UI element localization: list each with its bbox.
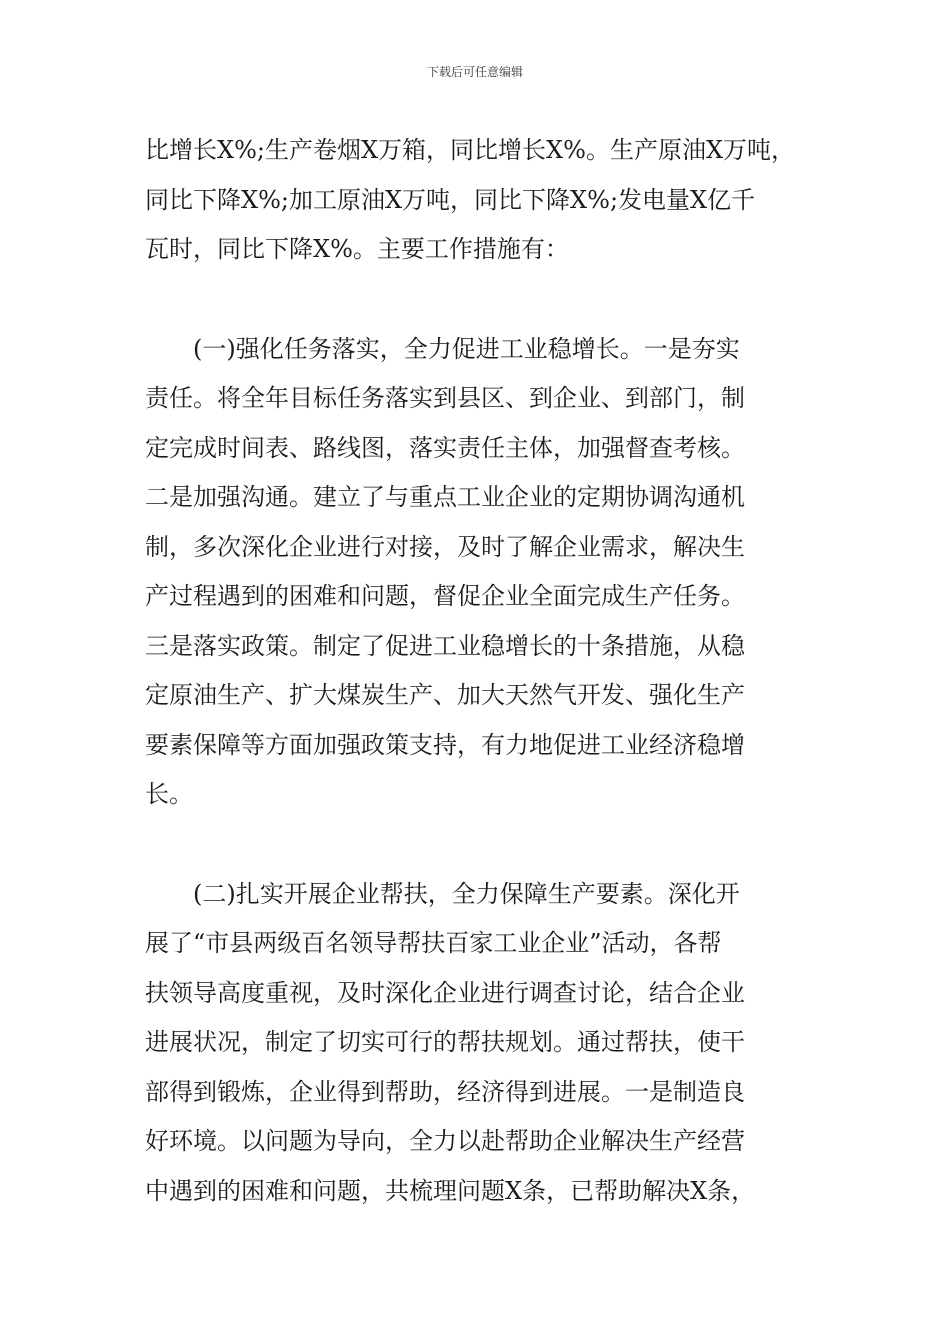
- paragraph-1: [145, 126, 810, 275]
- text-line: 扶领导高度重视，及时深化企业进行调查讨论，结合企业: [145, 978, 745, 1007]
- text-line: 责任。将全年目标任务落实到县区、到企业、到部门，制: [145, 384, 745, 412]
- text-line: (一)强化任务落实，全力促进工业稳增长。一是夯实: [145, 334, 740, 363]
- text-line: 制，多次深化企业进行对接，及时了解企业需求，解决生: [145, 532, 745, 561]
- text-line: 部得到锻炼，企业得到帮助，经济得到进展。一是制造良: [145, 1077, 745, 1106]
- text-line: 定完成时间表、路线图，落实责任主体，加强督查考核。: [145, 433, 745, 462]
- paragraph-3: [145, 870, 810, 1217]
- text-line: (二)扎实开展企业帮扶，全力保障生产要素。深化开: [145, 879, 740, 908]
- text-line: 好环境。以问题为导向，全力以赴帮助企业解决生产经营: [145, 1127, 745, 1155]
- text-line: 比增长X%;生产卷烟X万箱，同比增长X%。生产原油X万吨，: [145, 136, 796, 164]
- text-line: 要素保障等方面加强政策支持，有力地促进工业经济稳增: [145, 730, 745, 759]
- page-header: 下载后可任意编辑: [426, 65, 523, 79]
- text-line: 中遇到的困难和问题，共梳理问题X条，已帮助解决X条，: [145, 1176, 756, 1205]
- text-line: 进展状况，制定了切实可行的帮扶规划。通过帮扶，使干: [145, 1028, 745, 1056]
- text-line: 三是落实政策。制定了促进工业稳增长的十条措施，从稳: [145, 631, 745, 660]
- text-line: 长。: [145, 780, 193, 808]
- text-line: 展了“市县两级百名领导帮扶百家工业企业”活动，各帮: [145, 929, 722, 957]
- paragraph-2: [145, 325, 810, 820]
- paragraph-spacer: [145, 820, 810, 870]
- text-line: 同比下降X%;加工原油X万吨，同比下降X%;发电量X亿千: [145, 185, 756, 214]
- text-line: 定原油生产、扩大煤炭生产、加大天然气开发、强化生产: [145, 681, 745, 709]
- paragraph-spacer: [145, 275, 810, 325]
- text-line: 产过程遇到的困难和问题，督促企业全面完成生产任务。: [145, 582, 745, 610]
- document-body: [145, 126, 810, 1216]
- text-line: 二是加强沟通。建立了与重点工业企业的定期协调沟通机: [145, 483, 745, 511]
- text-line: 瓦时，同比下降X%。主要工作措施有：: [145, 235, 569, 263]
